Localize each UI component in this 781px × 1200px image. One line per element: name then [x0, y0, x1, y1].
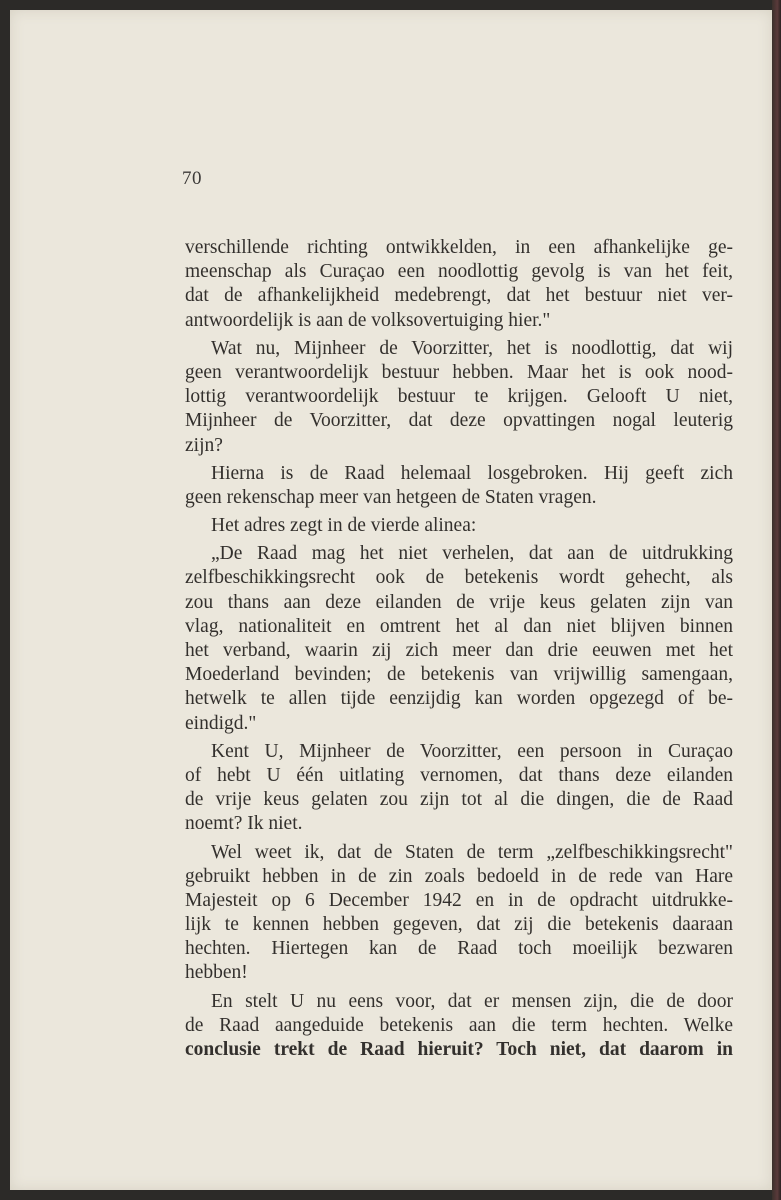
- paragraph: [185, 462, 733, 510]
- text-line: lottig verantwoordelijk bestuur te krijgen. Gelooft U niet,: [185, 386, 733, 408]
- book-edge: [772, 0, 781, 1200]
- text-line: Wat nu, Mijnheer de Voorzitter, het is noodlottig, dat wij: [211, 337, 733, 359]
- paragraph: [185, 514, 733, 538]
- paragraph: [185, 236, 733, 333]
- paragraph: [185, 740, 733, 837]
- text-line: de vrije keus gelaten zou zijn tot al die dingen, die de Raad: [185, 789, 733, 811]
- text-line: geen verantwoordelijk bestuur hebben. Maar het is ook nood-: [185, 361, 733, 383]
- text-line: noemt? Ik niet.: [185, 813, 303, 835]
- text-line: Kent U, Mijnheer de Voorzitter, een persoon in Curaçao: [211, 740, 733, 762]
- text-line: Majesteit op 6 December 1942 en in de opdracht uitdrukke-: [185, 889, 733, 911]
- text-line: En stelt U nu eens voor, dat er mensen zijn, die de door: [211, 990, 733, 1012]
- text-line: Hierna is de Raad helemaal losgebroken. Hij geeft zich: [211, 462, 733, 484]
- text-line: meenschap als Curaçao een noodlottig gevolg is van het feit,: [185, 261, 733, 283]
- text-line: conclusie trekt de Raad hieruit? Toch niet, dat daarom in: [185, 1039, 733, 1060]
- text-line: zou thans aan deze eilanden de vrije keus gelaten zijn van: [185, 591, 733, 613]
- text-line: geen rekenschap meer van hetgeen de Staten vragen.: [185, 486, 597, 508]
- text-line: vlag, nationaliteit en omtrent het al dan niet blijven binnen: [185, 615, 733, 637]
- text-line: Wel weet ik, dat de Staten de term „zelfbeschikkingsrecht": [211, 841, 733, 863]
- text-line: eindigd.": [185, 712, 257, 734]
- text-line: zelfbeschikkingsrecht ook de betekenis wordt gehecht, als: [185, 567, 733, 589]
- paragraph: [185, 337, 733, 458]
- text-line: Mijnheer de Voorzitter, dat deze opvattingen nogal leuterig: [185, 410, 733, 432]
- text-line: gebruikt hebben in de zin zoals bedoeld in de rede van Hare: [185, 865, 733, 887]
- text-line: de Raad aangeduide betekenis aan die term hechten. Welke: [185, 1014, 733, 1036]
- text-line: hechten. Hiertegen kan de Raad toch moeilijk bezwaren: [185, 938, 733, 960]
- text-line: hetwelk te allen tijde eenzijdig kan worden opgezegd of be-: [185, 688, 733, 710]
- text-line: antwoordelijk is aan de volksovertuiging hier.": [185, 309, 551, 331]
- text-line: verschillende richting ontwikkelden, in een afhankelijke ge-: [185, 237, 733, 258]
- paragraph: [185, 990, 733, 1063]
- text-line: dat de afhankelijkheid medebrengt, dat het bestuur niet ver-: [185, 285, 733, 307]
- document-page: [10, 10, 772, 1190]
- text-line: Moederland bevinden; de betekenis van vrijwillig samengaan,: [185, 664, 733, 686]
- text-line: Het adres zegt in de vierde alinea:: [211, 515, 477, 537]
- text-line: of hebt U één uitlating vernomen, dat thans deze eilanden: [185, 764, 733, 786]
- text-line: „De Raad mag het niet verhelen, dat aan de uitdrukking: [211, 543, 733, 565]
- text-line: het verband, waarin zij zich meer dan drie eeuwen met het: [185, 640, 733, 661]
- body-text: [185, 236, 733, 1066]
- page-number: 70: [182, 168, 202, 189]
- quoted-paragraph: [185, 542, 733, 736]
- text-line: zijn?: [185, 434, 223, 456]
- text-line: hebben!: [185, 962, 248, 984]
- paragraph: [185, 841, 733, 986]
- text-line: lijk te kennen hebben gegeven, dat zij die betekenis daaraan: [185, 914, 733, 936]
